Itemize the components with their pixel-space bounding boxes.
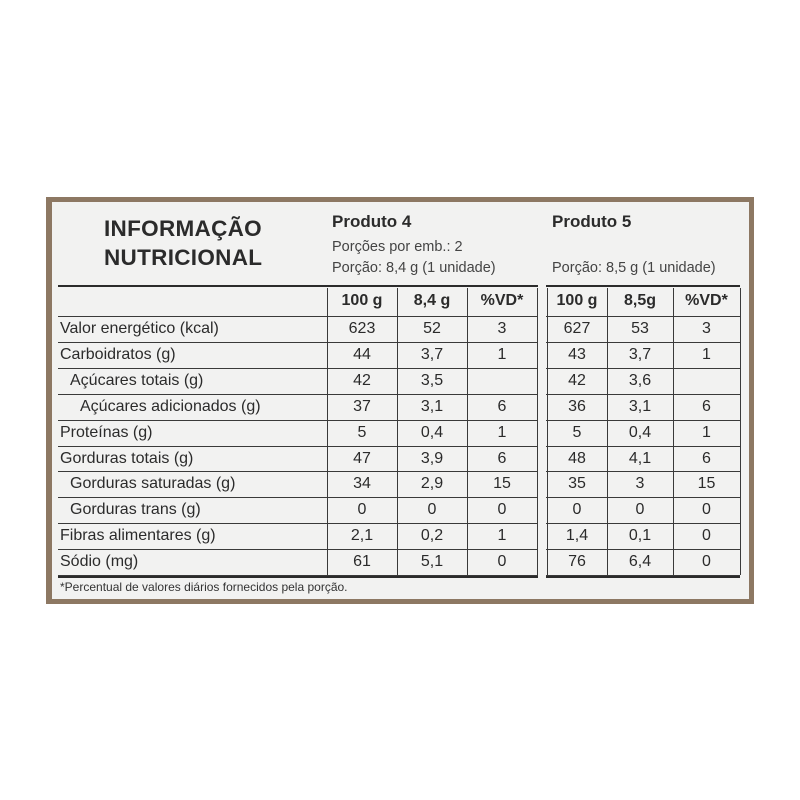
footnote: *Percentual de valores diários fornecidos pela porção. xyxy=(60,580,348,594)
product-5-portion: Porção: 8,5 g (1 unidade) xyxy=(552,260,716,276)
nutrient-value: 4,1 xyxy=(628,449,652,467)
table-top-rule xyxy=(58,285,740,287)
nutrient-value: 34 xyxy=(353,475,371,493)
nutrient-value: 3,7 xyxy=(628,345,652,363)
nutrient-value: 6 xyxy=(497,397,507,415)
row-rule xyxy=(58,368,740,369)
nutrient-value: 48 xyxy=(568,449,586,467)
row-rule xyxy=(58,446,740,447)
nutrient-value: 0 xyxy=(702,527,711,545)
nutrient-value: 623 xyxy=(348,320,376,337)
nutrient-value: 3,6 xyxy=(628,371,652,389)
nutrient-value: 0 xyxy=(702,501,711,519)
product-4-name: Produto 4 xyxy=(332,212,412,231)
nutrient-value: 3,9 xyxy=(420,449,444,467)
nutrient-value: 0 xyxy=(572,501,582,519)
row-rule xyxy=(58,471,740,472)
nutrient-value: 3,5 xyxy=(420,371,444,389)
nutrient-value: 61 xyxy=(353,553,371,571)
nutrient-value: 6 xyxy=(702,397,711,415)
nutrient-value: 53 xyxy=(631,320,649,337)
nutrient-value: 0 xyxy=(497,501,507,519)
product-4-servings: Porções por emb.: 2 xyxy=(332,239,463,255)
nutrient-label: Carboidratos (g) xyxy=(60,345,176,363)
column-header: 100 g xyxy=(556,292,598,309)
nutrient-value: 1 xyxy=(702,345,711,363)
column-header: 8,4 g xyxy=(413,292,451,309)
row-rule xyxy=(58,523,740,524)
nutrient-value: 42 xyxy=(568,371,586,389)
nutrient-value: 44 xyxy=(353,345,371,363)
nutrient-value: 0 xyxy=(702,553,711,571)
nutrient-label: Valor energético (kcal) xyxy=(60,320,219,337)
nutrient-label: Fibras alimentares (g) xyxy=(60,527,216,545)
nutrient-value: 6 xyxy=(497,449,507,467)
column-header: %VD* xyxy=(685,292,728,309)
nutrient-value: 37 xyxy=(353,397,371,415)
nutrient-value: 5,1 xyxy=(420,553,444,571)
nutrient-value: 15 xyxy=(493,475,511,493)
nutrient-value: 52 xyxy=(423,320,441,337)
column-rule xyxy=(740,288,741,575)
nutrient-value: 0,2 xyxy=(420,527,444,545)
product-4-portion: Porção: 8,4 g (1 unidade) xyxy=(332,260,496,276)
nutrient-value: 0,1 xyxy=(628,527,652,545)
title-line-1: INFORMAÇÃO xyxy=(104,216,262,241)
nutrient-value: 1 xyxy=(702,423,711,441)
nutrient-value: 1,4 xyxy=(565,527,589,545)
nutrient-value: 5 xyxy=(357,423,367,441)
nutrient-value: 6,4 xyxy=(628,553,652,571)
nutrient-value: 3 xyxy=(702,320,711,337)
row-rule xyxy=(58,342,740,343)
nutrient-value: 1 xyxy=(497,345,507,363)
nutrient-value: 1 xyxy=(497,527,507,545)
nutrient-value: 0 xyxy=(635,501,645,519)
nutrient-value: 6 xyxy=(702,449,711,467)
nutrient-value: 0 xyxy=(357,501,367,519)
title-line-2: NUTRICIONAL xyxy=(104,245,263,270)
column-header: 8,5g xyxy=(623,292,656,309)
nutrient-value: 2,9 xyxy=(420,475,444,493)
nutrient-label: Gorduras trans (g) xyxy=(70,501,201,519)
nutrient-value: 43 xyxy=(568,345,586,363)
nutrient-value: 3,1 xyxy=(628,397,652,415)
nutrient-value: 76 xyxy=(568,553,586,571)
nutrient-value: 0,4 xyxy=(628,423,652,441)
nutrient-value: 35 xyxy=(568,475,586,493)
nutrient-label: Proteínas (g) xyxy=(60,423,153,441)
nutrient-value: 47 xyxy=(353,449,371,467)
nutrient-value: 3,7 xyxy=(420,345,444,363)
nutrient-value: 36 xyxy=(568,397,586,415)
nutrient-label: Sódio (mg) xyxy=(60,553,139,571)
product-5-name: Produto 5 xyxy=(552,212,632,231)
header-rule xyxy=(58,316,740,317)
row-rule xyxy=(58,549,740,550)
nutrient-value: 1 xyxy=(497,423,507,441)
nutrient-label: Açúcares adicionados (g) xyxy=(80,397,261,415)
nutrient-value: 3 xyxy=(635,475,645,493)
nutrient-value: 2,1 xyxy=(350,527,374,545)
nutrient-value: 0 xyxy=(497,553,507,571)
nutrient-value: 0 xyxy=(427,501,437,519)
nutrient-label: Açúcares totais (g) xyxy=(70,371,204,389)
nutrient-value: 627 xyxy=(563,320,591,337)
nutrient-value: 3,1 xyxy=(420,397,444,415)
column-header: %VD* xyxy=(480,292,524,309)
group-gap xyxy=(538,284,546,579)
nutrient-label: Gorduras saturadas (g) xyxy=(70,475,236,493)
nutrient-value: 5 xyxy=(572,423,582,441)
nutrient-value: 0,4 xyxy=(420,423,444,441)
nutrient-value: 3 xyxy=(497,320,507,337)
row-rule xyxy=(58,394,740,395)
table-bottom-rule xyxy=(58,576,740,578)
row-rule xyxy=(58,497,740,498)
column-header: 100 g xyxy=(341,292,383,309)
nutrient-value: 42 xyxy=(353,371,371,389)
nutrient-label: Gorduras totais (g) xyxy=(60,449,194,467)
row-rule xyxy=(58,420,740,421)
nutrient-value: 15 xyxy=(697,475,716,493)
